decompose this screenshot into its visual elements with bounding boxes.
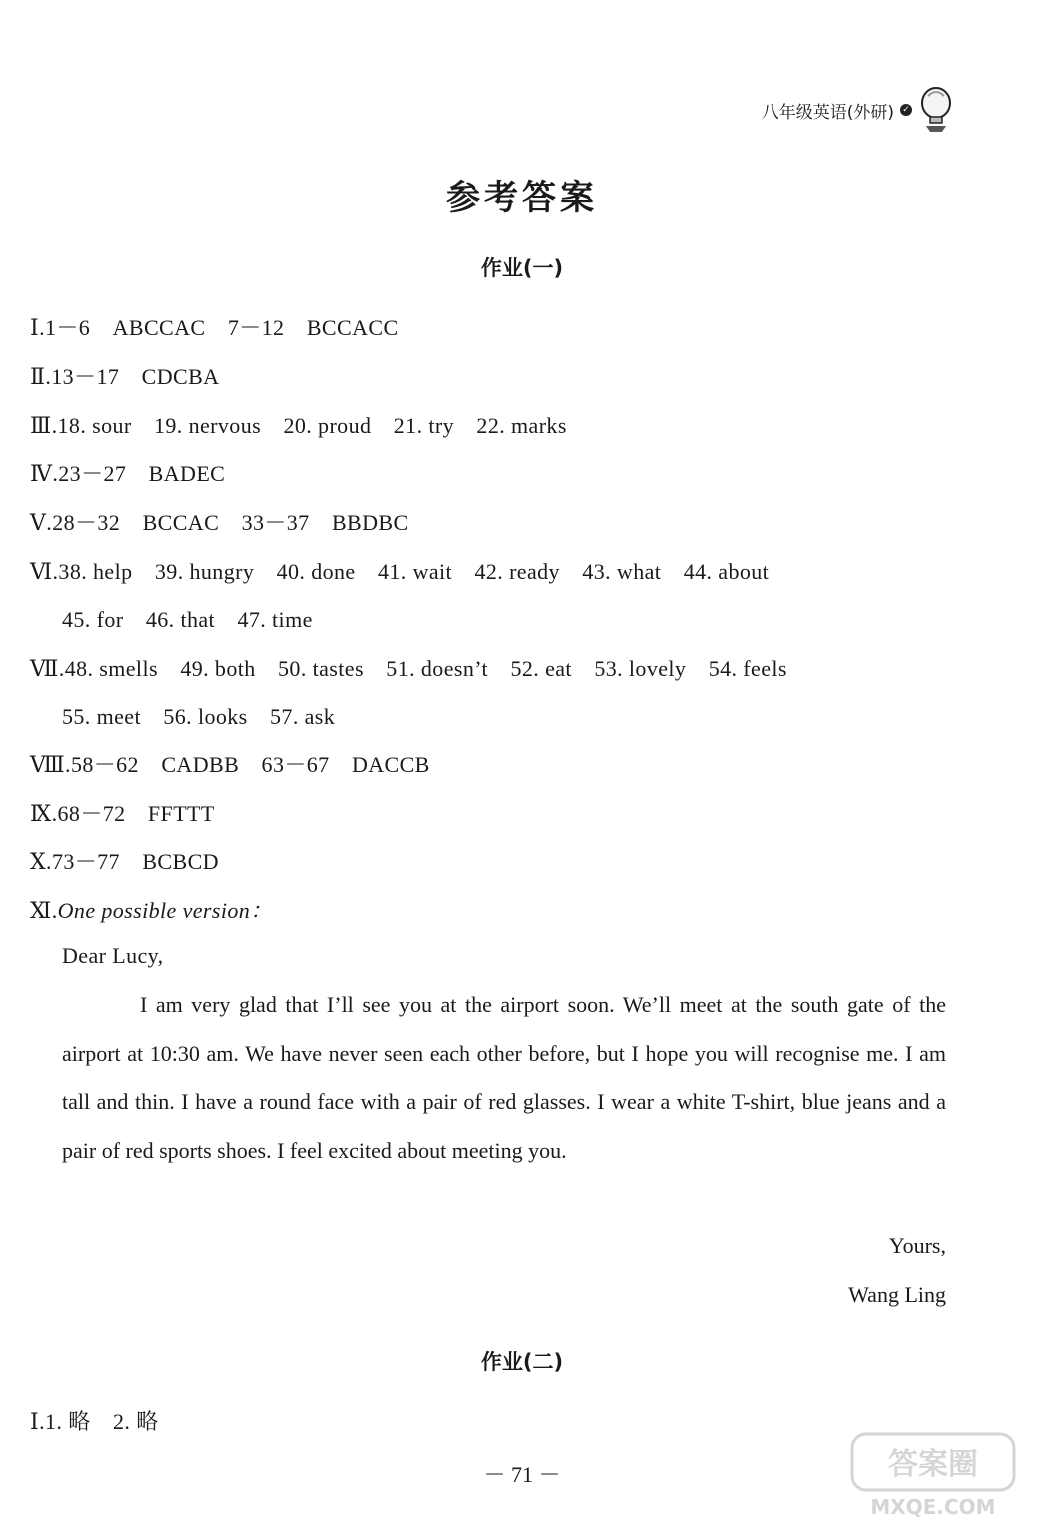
answer-line: Ⅵ.38. help 39. hungry 40. done 41. wait 42. ready 43. what 44. about [30,559,770,584]
svg-text:答案圈: 答案圈 [888,1447,978,1482]
subject-label: 八年级英语(外研) [761,102,894,123]
answer-line: Ⅴ.28－32 BCCAC 33－37 BBDBC [30,510,409,535]
essay-intro: One possible version： [57,898,273,923]
page-title: 参考答案 [446,178,598,218]
answer-line: 55. meet 56. looks 57. ask [62,704,336,729]
answer-line: Ⅰ.1. 略 2. 略 [30,1409,159,1434]
watermark-text: MXQE.COM [870,1495,996,1519]
answer-line: Ⅲ.18. sour 19. nervous 20. proud 21. try 22. marks [30,413,567,438]
answer-line: Ⅸ.68－72 FFTTT [30,801,215,826]
answer-line: Ⅷ.58－62 CADBB 63－67 DACCB [30,752,430,777]
answer-line: Ⅹ.73－77 BCBCD [30,849,219,874]
watermark-logo [848,1430,1018,1522]
answer-line: Ⅱ.13－17 CDCBA [30,364,220,389]
answer-line: Ⅶ.48. smells 49. both 50. tastes 51. doesn’t 52. eat 53. lovely 54. feels [30,656,787,681]
essay-label: Ⅺ. [30,898,58,923]
answer-line: 45. for 46. that 47. time [62,607,313,632]
page-number: － 71 － [483,1462,561,1487]
lightbulb-icon [918,86,954,134]
check-icon: ✓ [900,104,912,116]
essay-signature: Wang Ling [848,1282,946,1307]
page-header [762,86,954,134]
essay-body: I am very glad that I’ll see you at the airport soon. We’ll meet at the south gate of the airport at 10:30 am. We have never seen each other before, but I hope you will recognise me. I am tall and thin. I have a round face with a pair of red glasses. I wear a white T-shirt, blue jeans and a pair of red sports shoes. I feel excited about meeting you. [62,992,946,1163]
essay-intro-line [30,894,273,925]
section-title-1: 作业(一) [480,256,564,280]
essay-greeting: Dear Lucy, [62,943,164,968]
answer-line: Ⅰ.1－6 ABCCAC 7－12 BCCACC [30,315,399,340]
answer-line: Ⅳ.23－27 BADEC [30,461,226,486]
section-title-2: 作业(二) [480,1350,564,1374]
essay-closing: Yours, [888,1233,946,1258]
